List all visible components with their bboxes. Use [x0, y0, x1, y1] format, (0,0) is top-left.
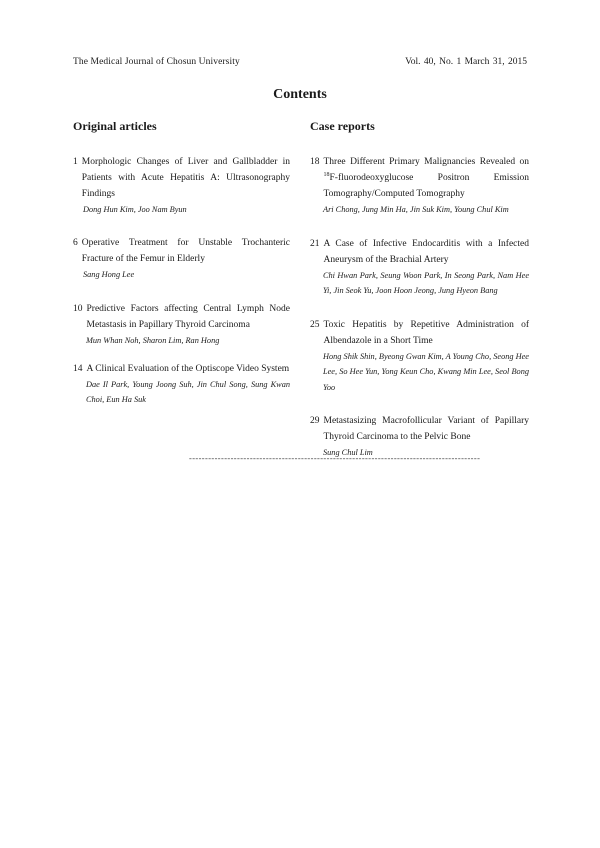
- article-authors: Dae Il Park, Young Joong Suh, Jin Chul Song, Sung Kwan Choi, Eun Ha Suk: [86, 379, 290, 404]
- toc-entry: [310, 413, 529, 461]
- case-reports-column: [310, 119, 529, 479]
- article-authors: Ari Chong, Jung Min Ha, Jin Suk Kim, Young Chul Kim: [323, 205, 509, 214]
- page-number: 6: [73, 237, 78, 248]
- toc-entry: [73, 235, 290, 283]
- toc-entry: [310, 317, 529, 396]
- article-authors: Chi Hwan Park, Seung Woon Park, In Seong Park, Nam Hee Yi, Jin Seok Yu, Joon Hoon Jeong, Jung Hyeon Bang: [323, 270, 529, 295]
- page-title: Contents: [273, 87, 327, 102]
- page-number: 25: [310, 319, 320, 330]
- original-articles-column: [73, 119, 290, 426]
- page-number: 10: [73, 304, 83, 314]
- article-authors: Mun Whan Noh, Sharon Lim, Ran Hong: [86, 336, 220, 345]
- isotope-superscript: 18: [323, 171, 330, 178]
- page-number: 21: [310, 238, 320, 249]
- article-authors: Sung Chul Lim: [323, 448, 373, 457]
- toc-entry: [310, 154, 529, 218]
- journal-name: The Medical Journal of Chosun University: [73, 57, 240, 67]
- toc-entry: [310, 236, 529, 299]
- article-title: Metastasizing Macrofollicular Variant of Papillary Thyroid Carcinoma to the Pelvic Bone: [323, 416, 529, 442]
- title-prefix: Three Different Primary Malignancies Revealed on: [323, 157, 529, 167]
- article-title: [324, 154, 530, 202]
- page-number: 18: [310, 157, 320, 167]
- page-number: 29: [310, 416, 320, 426]
- case-reports-heading: Case reports: [310, 119, 375, 133]
- title-rest: F-fluorodeoxyglucose Positron Emission Tomography/Computed Tomography: [323, 173, 529, 199]
- article-title: Toxic Hepatitis by Repetitive Administration of Albendazole in a Short Time: [323, 319, 529, 346]
- issue-info: Vol. 40, No. 1 March 31, 2015: [405, 57, 527, 67]
- original-articles-heading: Original articles: [73, 119, 157, 133]
- article-title: A Clinical Evaluation of the Optiscope Video System: [86, 363, 290, 374]
- dashed-divider: -------------------------------------------------------------------------------------------: [188, 455, 480, 464]
- article-authors: Dong Hun Kim, Joo Nam Byun: [83, 205, 187, 214]
- article-title: Predictive Factors affecting Central Lymph Node Metastasis in Papillary Thyroid Carcinoma: [86, 304, 290, 330]
- page-number: 14: [73, 363, 83, 374]
- toc-entry: [73, 154, 290, 218]
- toc-entry: [73, 361, 290, 408]
- article-title: Operative Treatment for Unstable Trochanteric Fracture of the Femur in Elderly: [81, 237, 290, 264]
- article-authors: Sang Hong Lee: [83, 269, 135, 279]
- article-authors: Hong Shik Shin, Byeong Gwan Kim, A Young Cho, Seong Hee Lee, So Hee Yun, Yong Keun Cho, Kwang Min Lee, Seol Bong Yoo: [323, 351, 529, 392]
- article-title: A Case of Infective Endocarditis with a Infected Aneurysm of the Brachial Artery: [323, 238, 529, 265]
- article-title: Morphologic Changes of Liver and Gallbladder in Patients with Acute Hepatitis A: Ultrasonography Findings: [81, 157, 290, 199]
- page-number: 1: [73, 157, 78, 167]
- toc-entry: [73, 301, 290, 349]
